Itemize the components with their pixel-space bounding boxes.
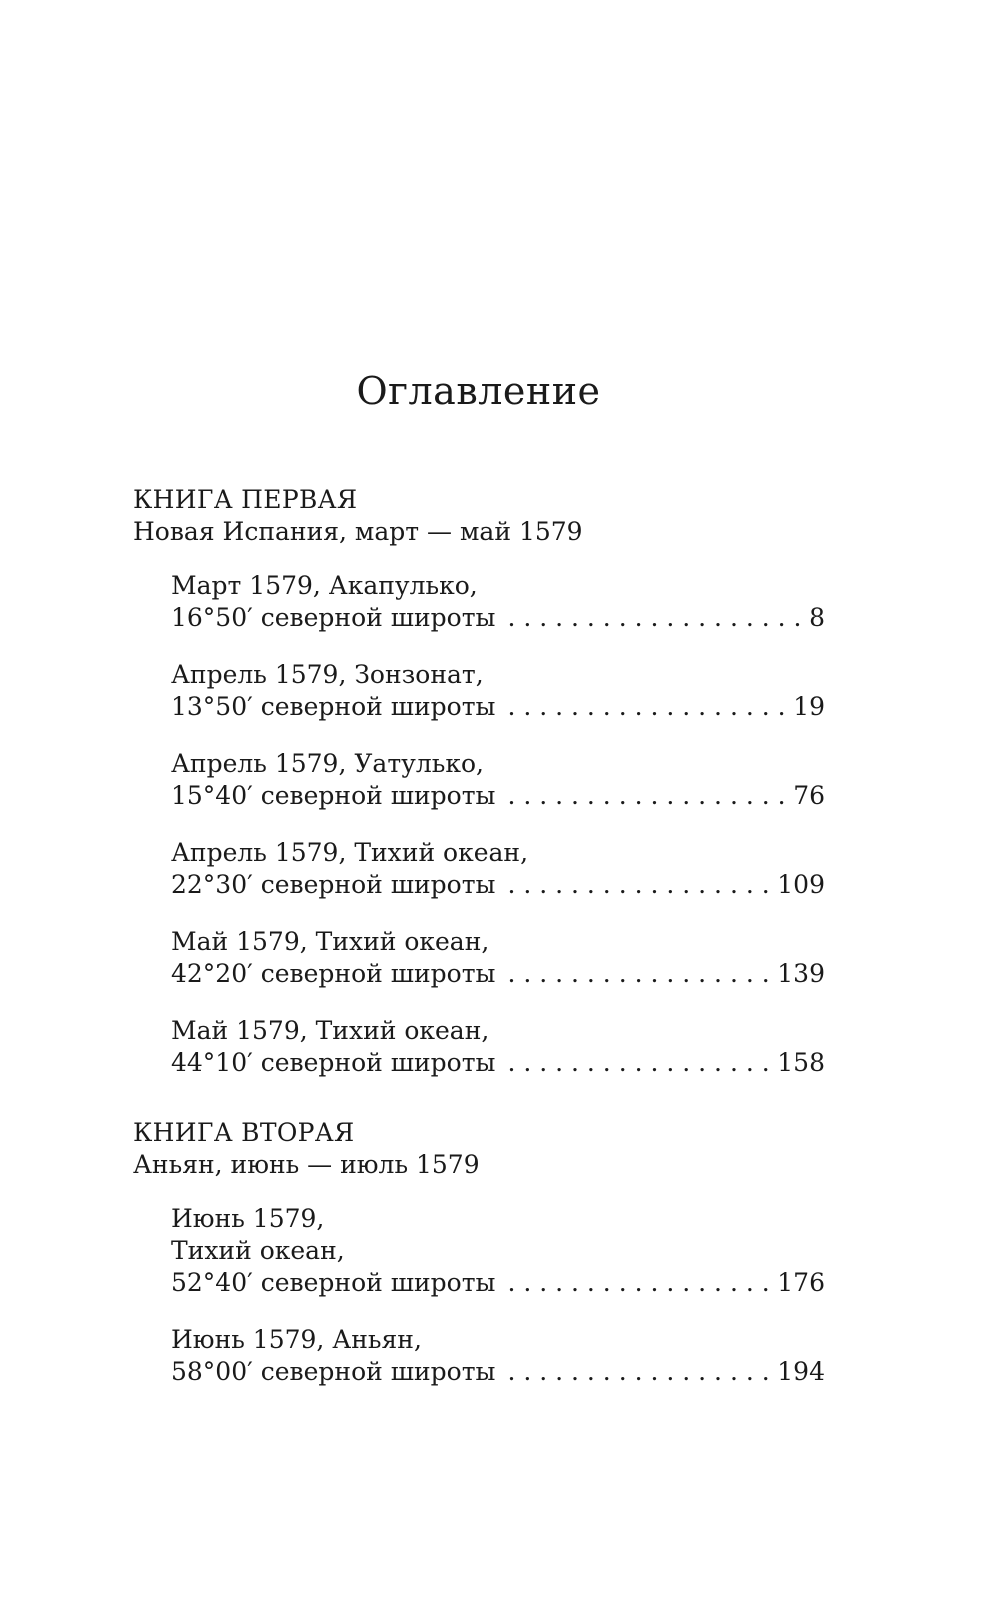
entry-page-number: 194 bbox=[777, 1357, 825, 1386]
toc-entry[interactable] bbox=[171, 926, 833, 990]
entry-place: Тихий океан, bbox=[171, 1236, 345, 1265]
dot-leader bbox=[507, 602, 803, 634]
entry-page-number: 139 bbox=[777, 959, 825, 988]
entry-coordinates: 15°40′ северной широты bbox=[171, 781, 496, 810]
toc-entry[interactable] bbox=[171, 570, 833, 634]
book-heading: КНИГА ПЕРВАЯ bbox=[133, 485, 358, 514]
book-subtitle: Аньян, июнь — июль 1579 bbox=[133, 1150, 480, 1179]
entry-coordinates: 42°20′ северной широты bbox=[171, 959, 496, 988]
entry-coordinates: 13°50′ северной широты bbox=[171, 692, 496, 721]
entry-coordinates: 52°40′ северной широты bbox=[171, 1268, 496, 1297]
dot-leader bbox=[507, 958, 771, 990]
toc-entries bbox=[133, 570, 833, 1079]
toc-entry[interactable] bbox=[171, 748, 833, 812]
dot-leader bbox=[507, 1047, 771, 1079]
entry-page-number: 176 bbox=[777, 1268, 825, 1297]
entry-page-number: 8 bbox=[809, 603, 825, 632]
toc-entry[interactable] bbox=[171, 1324, 833, 1388]
dot-leader bbox=[507, 1267, 771, 1299]
toc-entry[interactable] bbox=[171, 1203, 833, 1299]
entry-coordinates: 58°00′ северной широты bbox=[171, 1357, 496, 1386]
dot-leader bbox=[507, 1356, 771, 1388]
dot-leader bbox=[507, 869, 771, 901]
page-title: Оглавление bbox=[356, 369, 601, 413]
entry-page-number: 158 bbox=[777, 1048, 825, 1077]
entry-place: Июнь 1579, Аньян, bbox=[171, 1325, 422, 1354]
book-section-1 bbox=[133, 484, 833, 1104]
toc-entries bbox=[133, 1203, 833, 1388]
entry-place: Июнь 1579, bbox=[171, 1204, 325, 1233]
entry-place: Май 1579, Тихий океан, bbox=[171, 1016, 490, 1045]
dot-leader bbox=[507, 691, 787, 723]
dot-leader bbox=[507, 780, 787, 812]
book-subtitle: Новая Испания, март — май 1579 bbox=[133, 517, 583, 546]
entry-place: Апрель 1579, Тихий океан, bbox=[171, 838, 529, 867]
book-section-2 bbox=[133, 1117, 833, 1413]
book-heading: КНИГА ВТОРАЯ bbox=[133, 1118, 355, 1147]
entry-place: Март 1579, Акапулько, bbox=[171, 571, 478, 600]
toc-entry[interactable] bbox=[171, 659, 833, 723]
entry-place: Апрель 1579, Уатулько, bbox=[171, 749, 484, 778]
toc-entry[interactable] bbox=[171, 1015, 833, 1079]
entry-page-number: 19 bbox=[793, 692, 825, 721]
entry-page-number: 76 bbox=[793, 781, 825, 810]
entry-coordinates: 22°30′ северной широты bbox=[171, 870, 496, 899]
toc-entry[interactable] bbox=[171, 837, 833, 901]
entry-page-number: 109 bbox=[777, 870, 825, 899]
entry-place: Май 1579, Тихий океан, bbox=[171, 927, 490, 956]
entry-coordinates: 16°50′ северной широты bbox=[171, 603, 496, 632]
entry-place: Апрель 1579, Зонзонат, bbox=[171, 660, 484, 689]
entry-coordinates: 44°10′ северной широты bbox=[171, 1048, 496, 1077]
